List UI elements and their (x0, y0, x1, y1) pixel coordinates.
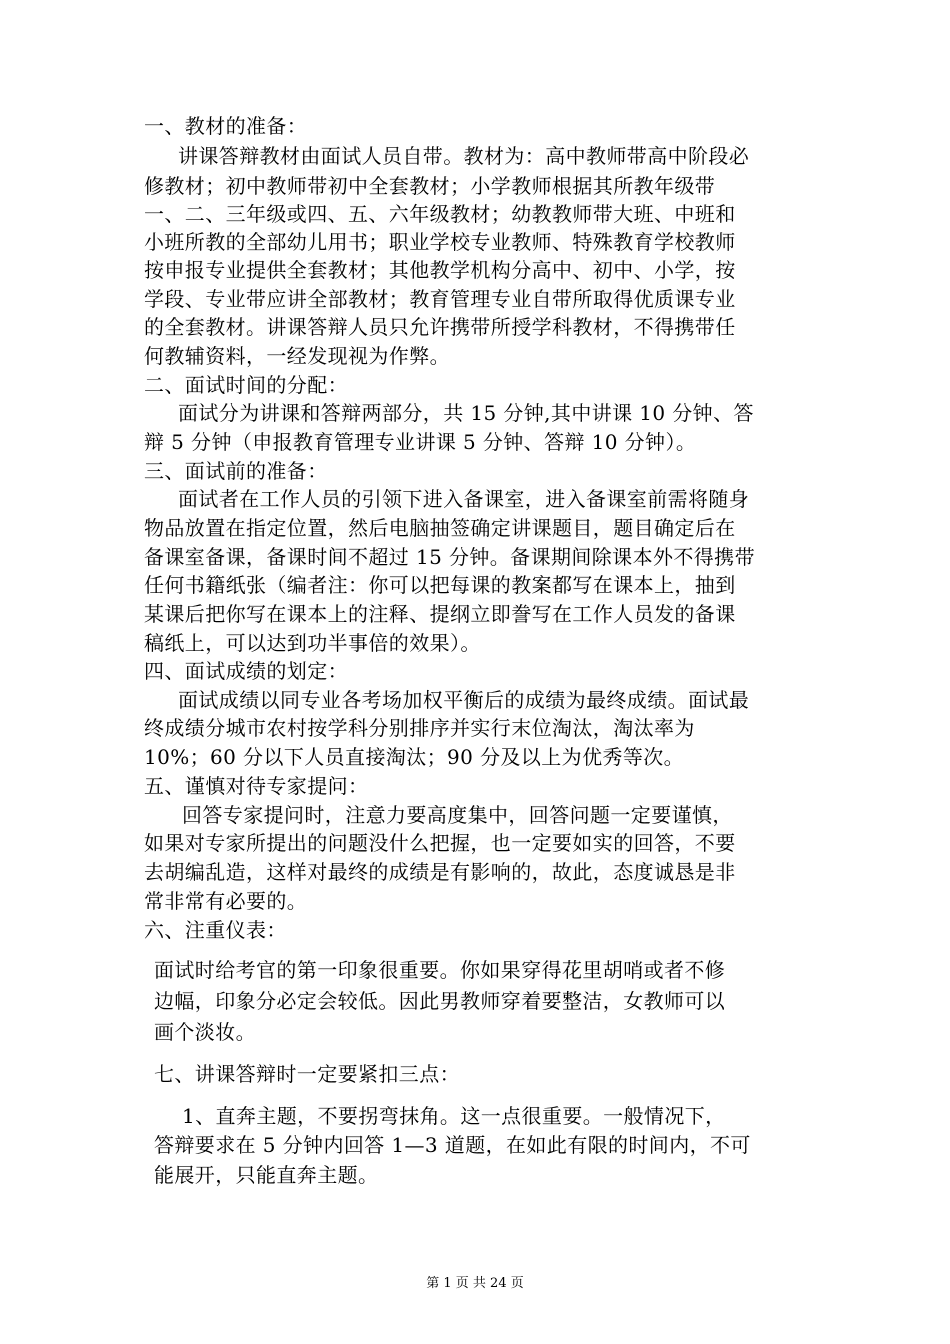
paragraph-line: 稿纸上，可以达到功半事倍的效果）。 (144, 631, 481, 655)
heading-3: 三、面试前的准备： (144, 459, 328, 483)
paragraph-line: 修教材；初中教师带初中全套教材；小学教师根据其所教年级带 (144, 174, 716, 198)
paragraph-line: 画个淡妆。 (154, 1020, 256, 1044)
paragraph-line: 常非常有必要的。 (144, 889, 308, 913)
paragraph-line: 何教辅资料，一经发现视为作弊。 (144, 344, 450, 368)
paragraph-line: 1、直奔主题，不要拐弯抹角。这一点很重要。一般情况下， (182, 1104, 726, 1128)
heading-2: 二、面试时间的分配： (144, 373, 348, 397)
heading-6: 六、注重仪表： (144, 918, 287, 942)
paragraph-line: 去胡编乱造，这样对最终的成绩是有影响的，故此，态度诚恳是非 (144, 860, 736, 884)
heading-4: 四、面试成绩的划定： (144, 659, 348, 683)
paragraph-line: 任何书籍纸张（编者注：你可以把每课的教案都写在课本上，抽到 (144, 573, 736, 597)
paragraph-line: 辩 5 分钟（申报教育管理专业讲课 5 分钟、答辩 10 分钟）。 (144, 430, 697, 454)
paragraph-line: 学段、专业带应讲全部教材；教育管理专业自带所取得优质课专业 (144, 287, 736, 311)
paragraph-line: 某课后把你写在课本上的注释、提纲立即誊写在工作人员发的备课 (144, 602, 736, 626)
paragraph-line: 答辩要求在 5 分钟内回答 1—3 道题，在如此有限的时间内，不可 (154, 1133, 751, 1157)
paragraph-line: 回答专家提问时，注意力要高度集中，回答问题一定要谨慎， (182, 803, 733, 827)
paragraph-line: 10%；60 分以下人员直接淘汰；90 分及以上为优秀等次。 (144, 745, 685, 769)
paragraph-line: 小班所教的全部幼儿用书；职业学校专业教师、特殊教育学校教师 (144, 230, 736, 254)
paragraph-line: 按申报专业提供全套教材；其他教学机构分高中、初中、小学，按 (144, 258, 736, 282)
paragraph-line: 边幅，印象分必定会较低。因此男教师穿着要整洁，女教师可以 (154, 989, 726, 1013)
paragraph-line: 的全套教材。讲课答辩人员只允许携带所授学科教材，不得携带任 (144, 315, 736, 339)
paragraph-line: 一、二、三年级或四、五、六年级教材；幼教教师带大班、中班和 (144, 202, 736, 226)
paragraph-line: 面试分为讲课和答辩两部分，共 15 分钟,其中讲课 10 分钟、答 (178, 401, 754, 425)
paragraph-line: 能展开，只能直奔主题。 (154, 1163, 379, 1187)
paragraph-line: 面试成绩以同专业各考场加权平衡后的成绩为最终成绩。面试最 (178, 688, 750, 712)
paragraph-line: 物品放置在指定位置，然后电脑抽签确定讲课题目，题目确定后在 (144, 516, 736, 540)
paragraph-line: 讲课答辩教材由面试人员自带。教材为：高中教师带高中阶段必 (178, 144, 750, 168)
heading-1: 一、教材的准备： (144, 114, 308, 138)
paragraph-line: 面试者在工作人员的引领下进入备课室，进入备课室前需将随身 (178, 487, 750, 511)
heading-7: 七、讲课答辩时一定要紧扣三点： (154, 1062, 460, 1086)
page-footer: 第 1 页 共 24 页 (426, 1276, 524, 1291)
paragraph-line: 面试时给考官的第一印象很重要。你如果穿得花里胡哨或者不修 (154, 958, 726, 982)
paragraph-line: 如果对专家所提出的问题没什么把握，也一定要如实的回答，不要 (144, 831, 736, 855)
paragraph-line: 终成绩分城市农村按学科分别排序并实行末位淘汰，淘汰率为 (144, 716, 695, 740)
heading-5: 五、谨慎对待专家提问： (144, 774, 369, 798)
paragraph-line: 备课室备课，备课时间不超过 15 分钟。备课期间除课本外不得携带 (144, 545, 755, 569)
